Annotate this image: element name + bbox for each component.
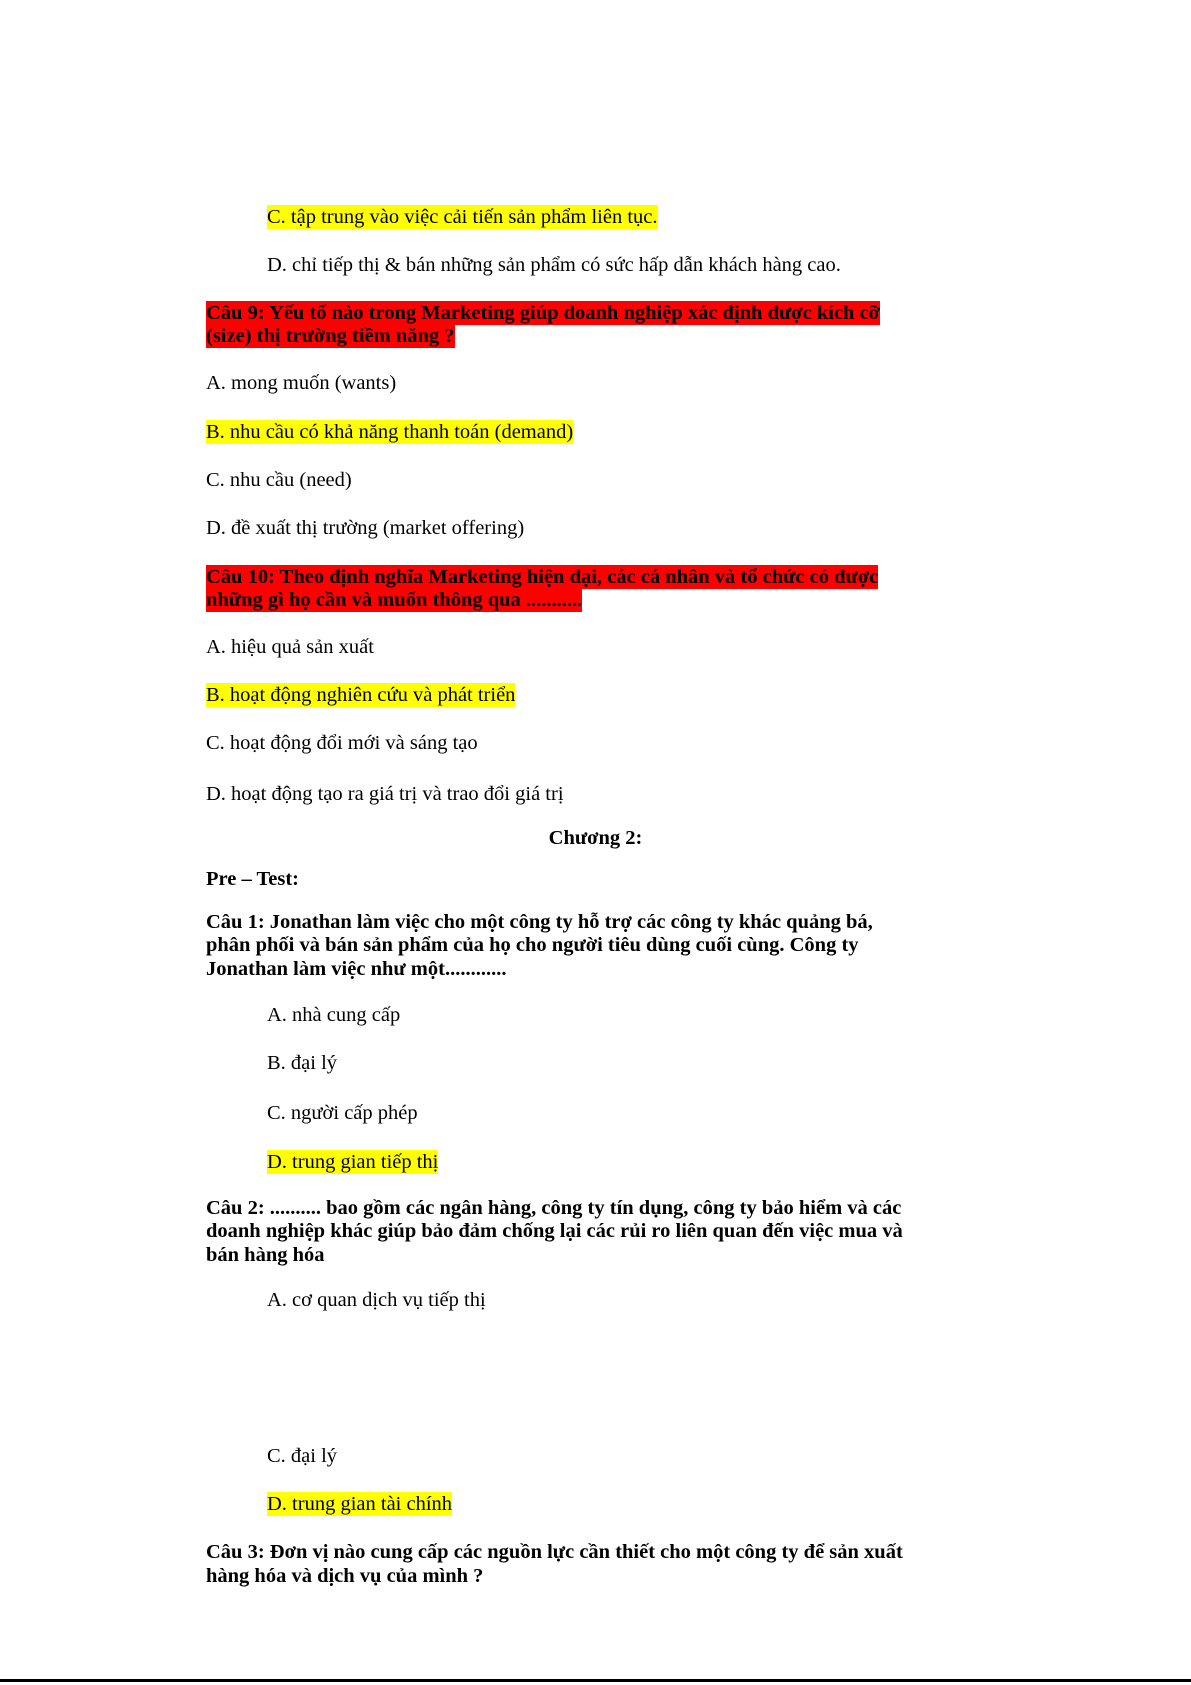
c2-option-c: C. đại lý xyxy=(267,1445,338,1467)
q10-question-line-1: Câu 10: Theo định nghĩa Marketing hiện đại, các cá nhân và tổ chức có được xyxy=(206,566,879,588)
q8-option-c-correct: C. tập trung vào việc cải tiến sản phẩm liên tục. xyxy=(267,206,658,228)
q9-question-line-2: (size) thị trường tiềm năng ? xyxy=(206,325,455,347)
q9-option-a: A. mong muốn (wants) xyxy=(206,372,397,394)
c2-question-line-3: bán hàng hóa xyxy=(206,1244,325,1266)
c2-question-line-1: Câu 2: .......... bao gồm các ngân hàng, công ty tín dụng, công ty bảo hiểm và các xyxy=(206,1197,902,1219)
c3-question-line-2: hàng hóa và dịch vụ của mình ? xyxy=(206,1565,484,1587)
q9-option-c: C. nhu cầu (need) xyxy=(206,469,352,491)
q10-option-d: D. hoạt động tạo ra giá trị và trao đổi giá trị xyxy=(206,783,564,805)
c2-question-line-2: doanh nghiệp khác giúp bảo đảm chống lại các rủi ro liên quan đến việc mua và xyxy=(206,1220,903,1242)
chapter-heading: Chương 2: xyxy=(548,827,643,849)
pretest-heading: Pre – Test: xyxy=(206,868,300,890)
q10-option-a: A. hiệu quả sản xuất xyxy=(206,636,374,658)
q10-option-c: C. hoạt động đổi mới và sáng tạo xyxy=(206,732,478,754)
c1-option-c: C. người cấp phép xyxy=(267,1102,418,1124)
c3-question-line-1: Câu 3: Đơn vị nào cung cấp các nguồn lực cần thiết cho một công ty để sản xuất xyxy=(206,1541,903,1563)
c1-option-b: B. đại lý xyxy=(267,1052,338,1074)
c2-option-d-correct: D. trung gian tài chính xyxy=(267,1493,453,1515)
q10-question-line-2: những gì họ cần và muốn thông qua ........... xyxy=(206,589,583,611)
c1-question-line-1: Câu 1: Jonathan làm việc cho một công ty hỗ trợ các công ty khác quảng bá, xyxy=(206,911,873,933)
q9-option-d: D. đề xuất thị trường (market offering) xyxy=(206,517,525,539)
q9-option-b-correct: B. nhu cầu có khả năng thanh toán (demand) xyxy=(206,421,574,443)
c2-option-a: A. cơ quan dịch vụ tiếp thị xyxy=(267,1289,486,1311)
q10-option-b-correct: B. hoạt động nghiên cứu và phát triển xyxy=(206,684,516,706)
c1-option-d-correct: D. trung gian tiếp thị xyxy=(267,1151,439,1173)
q8-option-d: D. chỉ tiếp thị & bán những sản phẩm có sức hấp dẫn khách hàng cao. xyxy=(267,254,841,276)
q9-question-line-1: Câu 9: Yếu tố nào trong Marketing giúp doanh nghiệp xác định được kích cỡ xyxy=(206,302,881,324)
page-bottom-divider xyxy=(0,1679,1191,1682)
c1-option-a: A. nhà cung cấp xyxy=(267,1004,401,1026)
c1-question-line-2: phân phối và bán sản phẩm của họ cho người tiêu dùng cuối cùng. Công ty xyxy=(206,934,859,956)
c1-question-line-3: Jonathan làm việc như một............ xyxy=(206,958,507,980)
